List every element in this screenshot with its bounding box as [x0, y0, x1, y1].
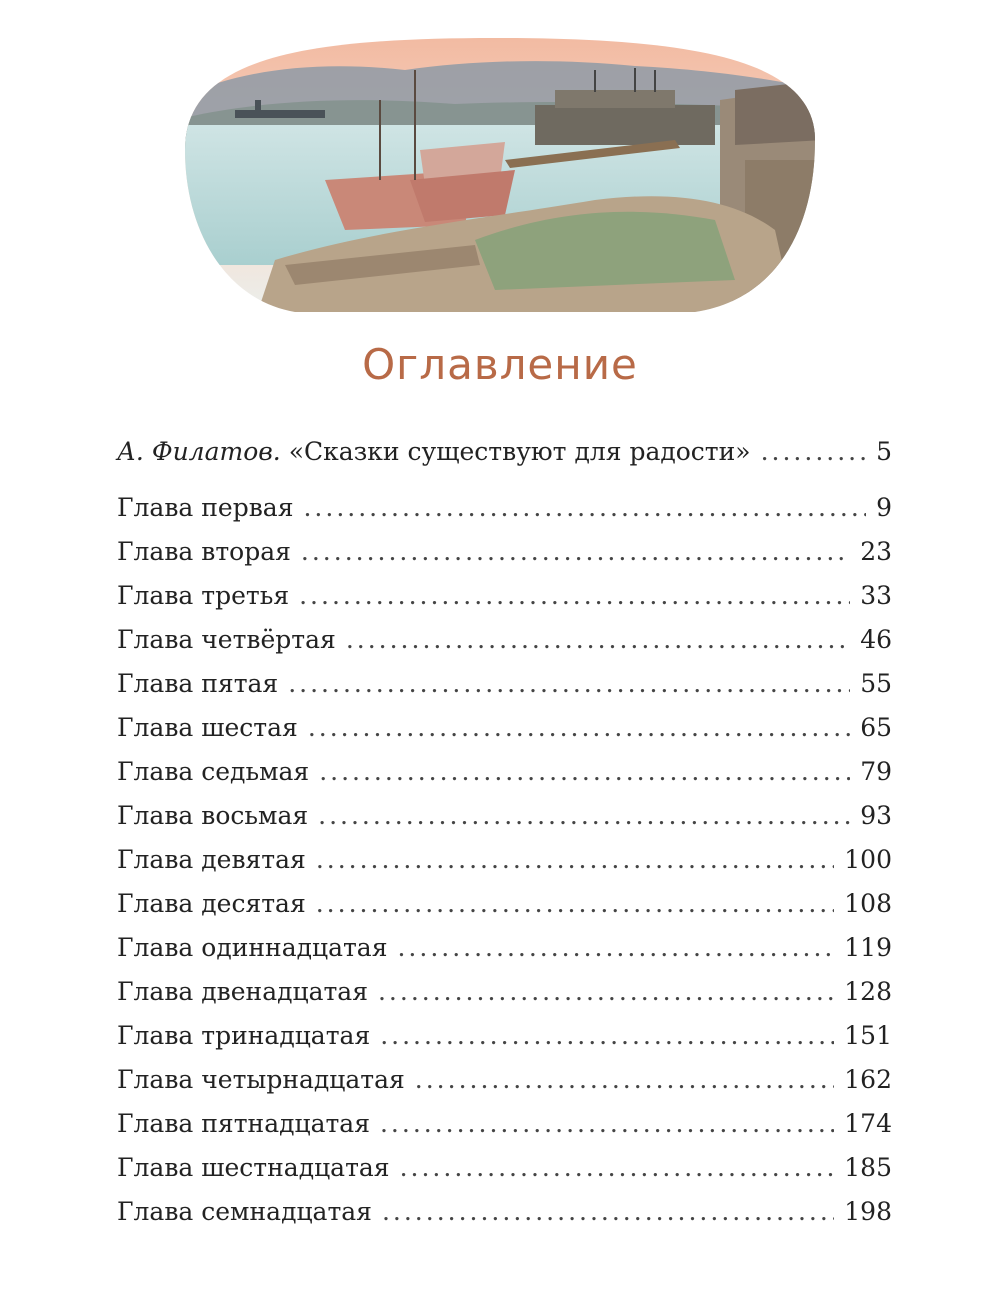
dot-leader [400, 1146, 835, 1190]
chapter-label: Глава четвёртая [117, 625, 336, 654]
chapter-label: Глава десятая [117, 889, 306, 918]
chapter-page-number: 198 [844, 1197, 892, 1226]
toc-chapter-entry[interactable] [117, 1014, 892, 1058]
chapter-page-number: 93 [860, 801, 892, 830]
toc-chapter-entry[interactable] [117, 750, 892, 794]
chapter-label: Глава одиннадцатая [117, 933, 388, 962]
chapter-label: Глава третья [117, 581, 290, 610]
toc-intro-entry[interactable] [117, 430, 892, 474]
toc-chapter-entry[interactable] [117, 662, 892, 706]
chapter-page-number: 46 [860, 625, 892, 654]
chapter-page-number: 162 [844, 1065, 892, 1094]
toc-chapter-entry[interactable] [117, 1146, 892, 1190]
dot-leader [308, 706, 850, 750]
dot-leader [415, 1058, 835, 1102]
chapter-label: Глава вторая [117, 537, 291, 566]
chapter-label: Глава пятая [117, 669, 279, 698]
intro-author: А. Филатов. [117, 437, 281, 466]
chapter-label: Глава семнадцатая [117, 1197, 372, 1226]
harbor-illustration [175, 30, 825, 320]
intro-title: «Сказки существуют для радости» [288, 437, 751, 466]
chapter-label: Глава тринадцатая [117, 1021, 371, 1050]
dot-leader [316, 838, 834, 882]
dot-leader [761, 430, 867, 474]
dot-leader [318, 794, 850, 838]
chapter-page-number: 151 [844, 1021, 892, 1050]
dot-leader [301, 530, 850, 574]
chapter-label: Глава первая [117, 493, 294, 522]
chapter-label: Глава двенадцатая [117, 977, 368, 1006]
toc-chapter-entry[interactable] [117, 970, 892, 1014]
toc-chapter-entry[interactable] [117, 882, 892, 926]
toc-chapter-entry[interactable] [117, 706, 892, 750]
dot-leader [378, 970, 834, 1014]
chapter-page-number: 23 [860, 537, 892, 566]
table-of-contents [117, 430, 892, 1234]
toc-chapter-entry[interactable] [117, 926, 892, 970]
chapter-page-number: 100 [844, 845, 892, 874]
chapter-label: Глава пятнадцатая [117, 1109, 370, 1138]
toc-chapter-entry[interactable] [117, 486, 892, 530]
dot-leader [382, 1190, 834, 1234]
chapter-page-number: 108 [844, 889, 892, 918]
toc-chapter-entry[interactable] [117, 1102, 892, 1146]
chapter-page-number: 174 [844, 1109, 892, 1138]
intro-page-number: 5 [876, 437, 892, 466]
chapter-page-number: 65 [860, 713, 892, 742]
toc-chapter-entry[interactable] [117, 618, 892, 662]
chapter-page-number: 9 [876, 493, 892, 522]
toc-chapter-entry[interactable] [117, 838, 892, 882]
dot-leader [288, 662, 850, 706]
dot-leader [303, 486, 866, 530]
toc-chapter-entry[interactable] [117, 530, 892, 574]
chapter-label: Глава четырнадцатая [117, 1065, 405, 1094]
dot-leader [397, 926, 834, 970]
dot-leader [380, 1014, 834, 1058]
toc-chapter-entry[interactable] [117, 574, 892, 618]
dot-leader [299, 574, 850, 618]
intro-label [117, 430, 751, 474]
chapter-label: Глава шестая [117, 713, 298, 742]
chapter-page-number: 185 [844, 1153, 892, 1182]
chapter-label: Глава девятая [117, 845, 306, 874]
dot-leader [319, 750, 850, 794]
chapter-page-number: 119 [844, 933, 892, 962]
toc-chapter-entry[interactable] [117, 1190, 892, 1234]
dot-leader [316, 882, 835, 926]
toc-chapter-entry[interactable] [117, 1058, 892, 1102]
toc-title: Оглавление [362, 340, 638, 389]
chapter-label: Глава шестнадцатая [117, 1153, 390, 1182]
dot-leader [380, 1102, 834, 1146]
chapter-label: Глава седьмая [117, 757, 310, 786]
chapter-label: Глава восьмая [117, 801, 309, 830]
toc-chapter-entry[interactable] [117, 794, 892, 838]
chapter-page-number: 79 [860, 757, 892, 786]
dot-leader [346, 618, 850, 662]
chapter-page-number: 128 [844, 977, 892, 1006]
chapter-page-number: 55 [860, 669, 892, 698]
chapter-page-number: 33 [860, 581, 892, 610]
